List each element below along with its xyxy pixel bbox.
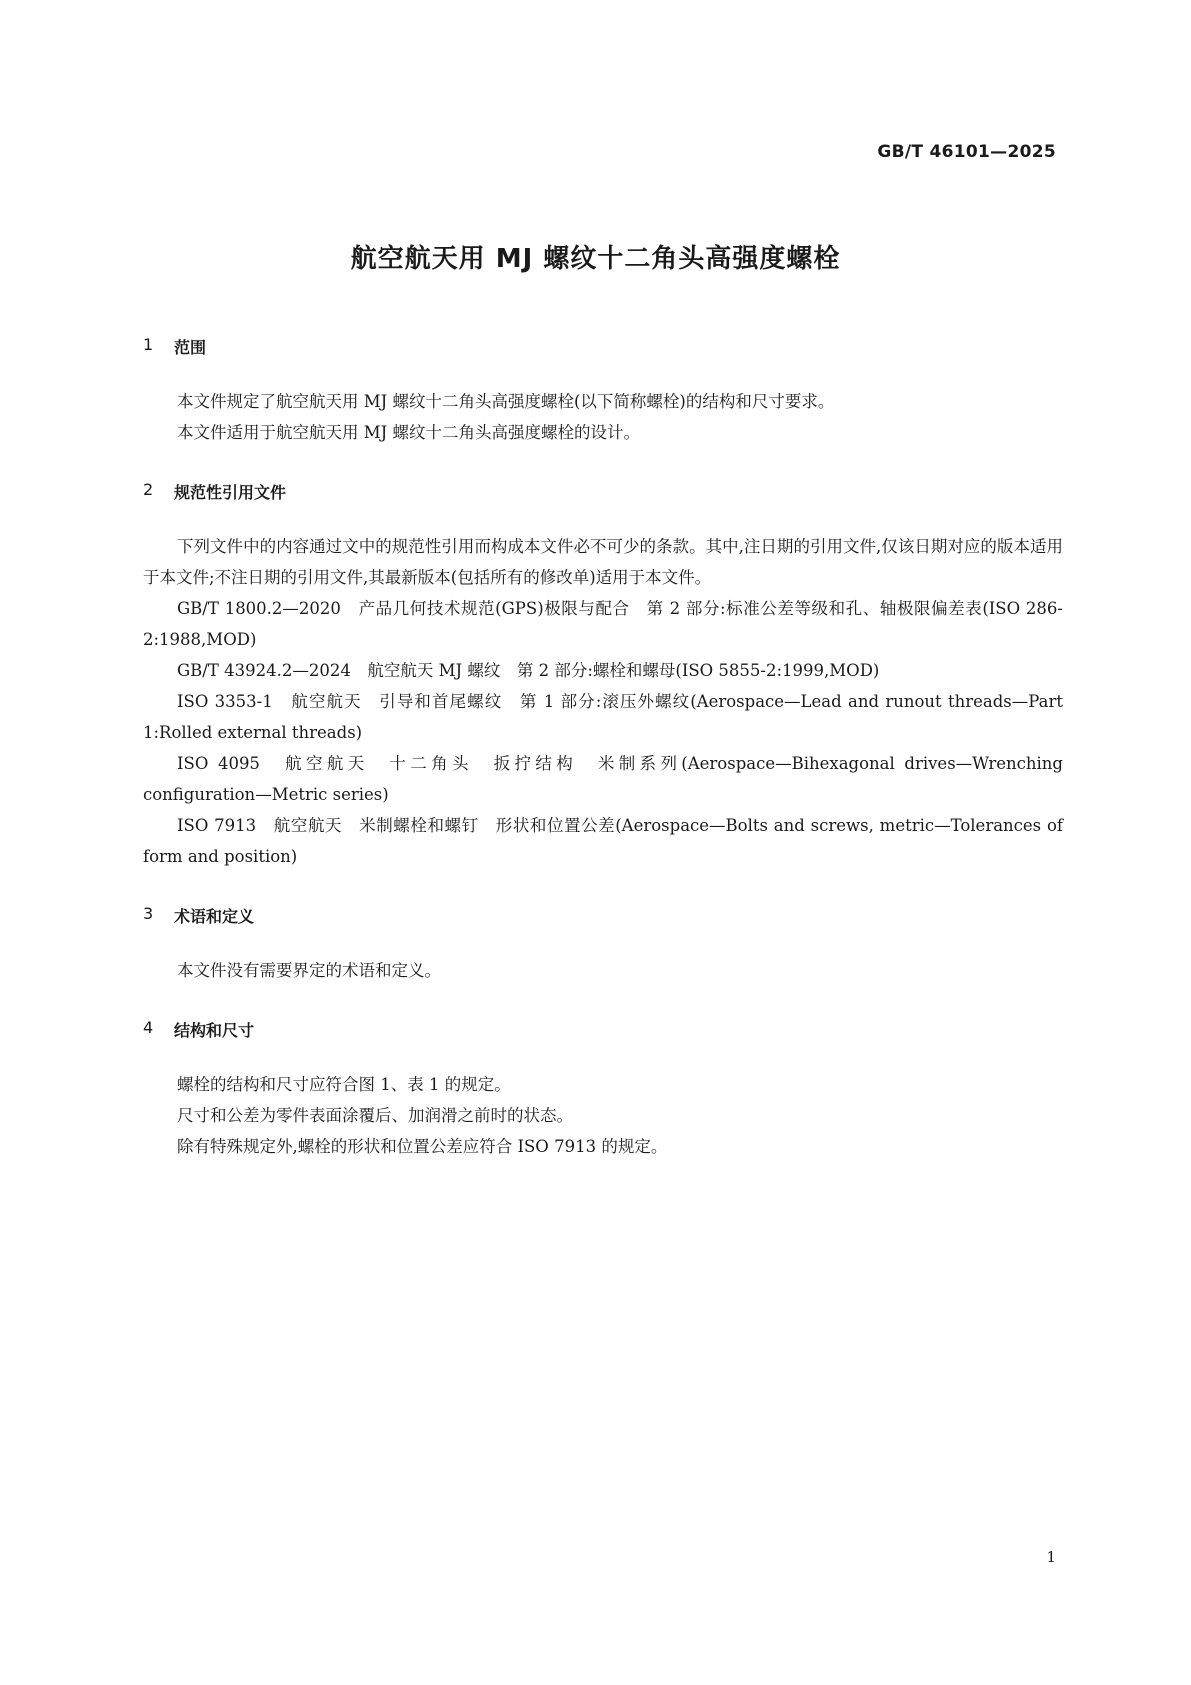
reference-entry: ISO 4095 航空航天 十二角头 扳拧结构 米制系列(Aerospace—Bihexagonal drives—Wrenching configuration—Metric series) [143,754,1063,804]
document-body [143,335,1063,1162]
section-title: 术语和定义 [174,907,255,926]
paragraph: 除有特殊规定外,螺栓的形状和位置公差应符合 ISO 7913 的规定。 [177,1137,668,1156]
reference-entry: ISO 7913 航空航天 米制螺栓和螺钉 形状和位置公差(Aerospace—Bolts and screws, metric—Tolerances of form and position) [143,816,1063,866]
section-title: 规范性引用文件 [174,483,287,502]
page-number: 1 [1046,1548,1056,1566]
paragraph: 本文件适用于航空航天用 MJ 螺纹十二角头高强度螺栓的设计。 [177,423,640,442]
section-number: 1 [143,335,154,354]
reference-entry: GB/T 43924.2—2024 航空航天 MJ 螺纹 第 2 部分:螺栓和螺母(ISO 5855-2:1999,MOD) [177,661,880,680]
paragraph: 尺寸和公差为零件表面涂覆后、加润滑之前时的状态。 [177,1106,573,1125]
section-normative-references [143,480,1063,872]
section-heading [143,904,1063,927]
section-heading [143,480,1063,503]
section-title: 结构和尺寸 [174,1021,255,1040]
section-number: 3 [143,904,154,923]
section-scope [143,335,1063,448]
section-title: 范围 [174,338,207,357]
reference-entry: ISO 3353-1 航空航天 引导和首尾螺纹 第 1 部分:滚压外螺纹(Aerospace—Lead and runout threads—Part 1:Rolled external threads) [143,692,1063,742]
section-heading [143,1018,1063,1041]
section-number: 4 [143,1018,154,1037]
paragraph: 螺栓的结构和尺寸应符合图 1、表 1 的规定。 [177,1075,511,1094]
section-number: 2 [143,480,154,499]
paragraph: 本文件规定了航空航天用 MJ 螺纹十二角头高强度螺栓(以下简称螺栓)的结构和尺寸要求。 [177,392,835,411]
paragraph: 下列文件中的内容通过文中的规范性引用而构成本文件必不可少的条款。其中,注日期的引用文件,仅该日期对应的版本适用于本文件;不注日期的引用文件,其最新版本(包括所有的修改单)适用于本文件。 [143,537,1063,587]
section-terms-definitions [143,904,1063,986]
section-heading [143,335,1063,358]
document-title: 航空航天用 MJ 螺纹十二角头高强度螺栓 [350,244,841,274]
document-code: GB/T 46101—2025 [877,142,1056,162]
reference-entry: GB/T 1800.2—2020 产品几何技术规范(GPS)极限与配合 第 2 部分:标准公差等级和孔、轴极限偏差表(ISO 286-2:1988,MOD) [143,599,1063,649]
paragraph: 本文件没有需要界定的术语和定义。 [177,961,441,980]
section-structure-dimensions [143,1018,1063,1162]
